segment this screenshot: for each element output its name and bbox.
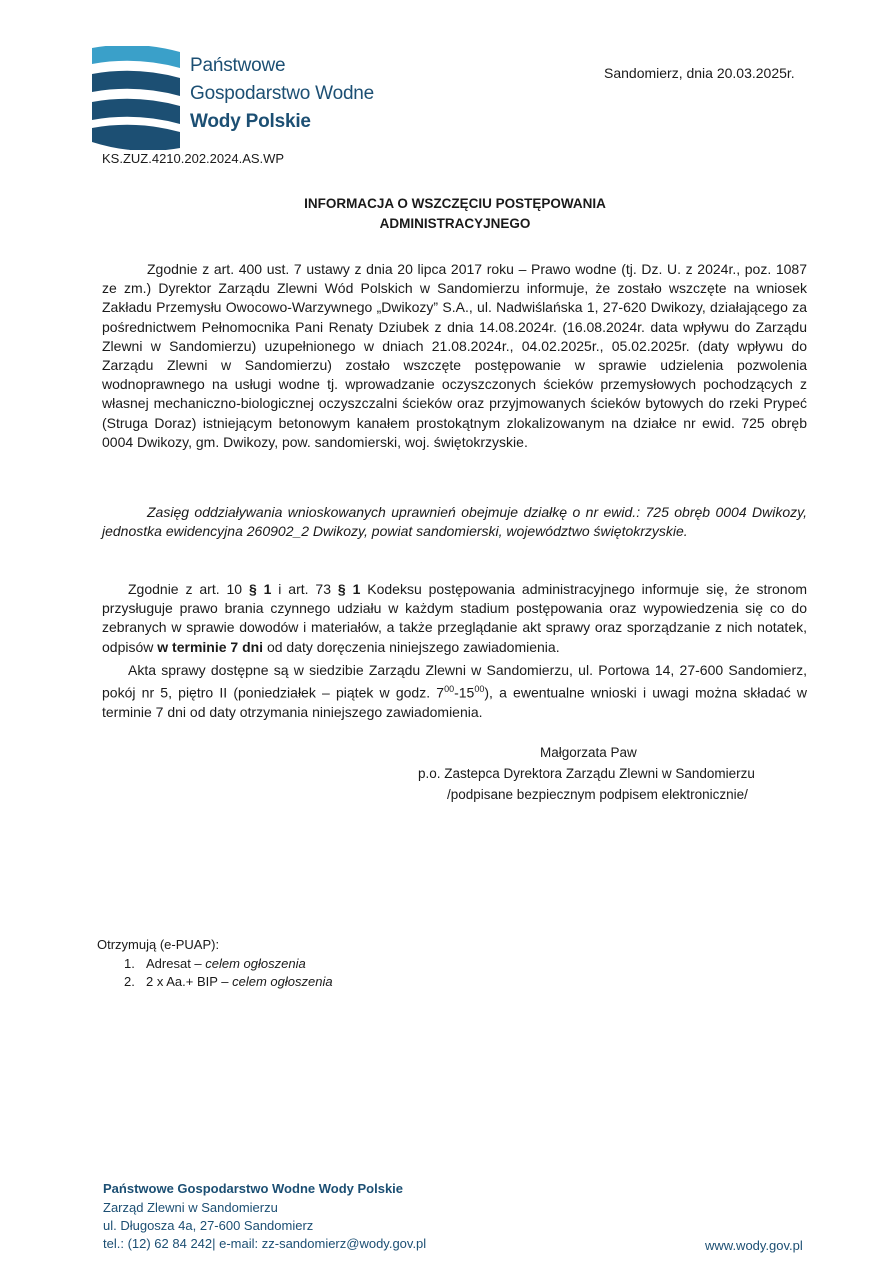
recipient-item bbox=[124, 974, 333, 989]
paragraph-section-mark: § 1 bbox=[337, 581, 361, 597]
paragraph-text: ), a ewentualne wnioski i uwagi można składać w terminie 7 dni od daty otrzymania niniejszego zawiadomienia. bbox=[102, 684, 808, 721]
logo-text-line2: Gospodarstwo Wodne bbox=[190, 83, 375, 104]
paragraph-legal-basis bbox=[102, 260, 807, 452]
footer-website-link[interactable]: www.wody.gov.pl bbox=[705, 1238, 803, 1253]
footer-organization: Państwowe Gospodarstwo Wodne Wody Polskie bbox=[103, 1181, 404, 1196]
paragraph-text: Zgodnie z art. 10 bbox=[128, 581, 249, 597]
paragraph-files-access bbox=[102, 661, 807, 722]
hour-superscript: 00 bbox=[444, 684, 455, 695]
waves-logo-icon bbox=[92, 46, 180, 150]
signature-note: /podpisane bezpiecznym podpisem elektronicznie/ bbox=[447, 787, 748, 802]
footer-contact: tel.: (12) 62 84 242| e-mail: zz-sandomierz@wody.gov.pl bbox=[103, 1236, 427, 1251]
paragraph-section-mark: § 1 bbox=[248, 581, 272, 597]
logo-text-line1: Państwowe bbox=[190, 55, 286, 76]
reference-number: KS.ZUZ.4210.202.2024.AS.WP bbox=[102, 151, 285, 166]
recipient-number: 1. bbox=[124, 956, 135, 971]
paragraph-scope: Zasięg oddziaływania wnioskowanych uprawnień obejmuje działkę o nr ewid.: 725 obręb 0004 Dwikozy, jednostka ewidencyjna 260902_2 Dwikozy, powiat sandomierski, województwo świętokrzyskie. bbox=[102, 504, 807, 540]
recipients-heading: Otrzymują (e-PUAP): bbox=[97, 937, 220, 952]
logo-text-line3: Wody Polskie bbox=[190, 111, 311, 132]
paragraph-text: Kodeksu postępowania administracyjnego informuje się, że stronom przysługuje prawo brania czynnego udziału w każdym stadium postępowania oraz wypowiedzenia się co do zebranych w sprawie dowodów i materiałów, a także przeglądanie akt sprawy oraz sporządzanie z nich notatek, odpisów bbox=[102, 581, 808, 655]
document-date: Sandomierz, dnia 20.03.2025r. bbox=[604, 65, 795, 81]
footer-unit: Zarząd Zlewni w Sandomierzu bbox=[103, 1200, 278, 1215]
paragraph-text: -15 bbox=[454, 684, 475, 701]
paragraph-text: Akta sprawy dostępne są w siedzibie Zarządu Zlewni w Sandomierzu, ul. Portowa 14, 27-600 Sandomierz, pokój nr 5, piętro II (poniedziałek – piątek w godz. 7 bbox=[102, 662, 807, 701]
document-title-line2: ADMINISTRACYJNEGO bbox=[379, 216, 531, 231]
recipient-purpose: celem ogłoszenia bbox=[205, 956, 306, 971]
signatory-name: Małgorzata Paw bbox=[540, 745, 637, 760]
footer-address: ul. Długosza 4a, 27-600 Sandomierz bbox=[103, 1218, 314, 1233]
recipient-number: 2. bbox=[124, 974, 135, 989]
paragraph-text: i art. 73 bbox=[271, 581, 338, 597]
paragraph-party-rights bbox=[102, 580, 807, 657]
paragraph-text: od daty doręczenia niniejszego zawiadomienia. bbox=[263, 638, 560, 655]
document-title-line1: INFORMACJA O WSZCZĘCIU POSTĘPOWANIA bbox=[304, 196, 606, 211]
recipient-item bbox=[124, 956, 306, 971]
recipient-purpose: celem ogłoszenia bbox=[232, 974, 333, 989]
hour-superscript: 00 bbox=[474, 684, 485, 695]
recipient-name: 2 x Aa.+ BIP – bbox=[146, 974, 233, 989]
recipient-name: Adresat – bbox=[146, 956, 206, 971]
signatory-position: p.o. Zastepca Dyrektora Zarządu Zlewni w Sandomierzu bbox=[418, 766, 755, 781]
deadline-emphasis: w terminie 7 dni bbox=[157, 638, 264, 655]
paragraph-text: Zgodnie z art. 400 ust. 7 ustawy z dnia 20 lipca 2017 roku – Prawo wodne (tj. Dz. U. z 2024r., poz. 1087 ze zm.) Dyrektor Zarządu Zlewni Wód Polskich w Sandomierzu informuje, że zostało wszczęte na wniosek Zakładu Przemysłu Owocowo-Warzywnego „Dwikozy” S.A., ul. Nadwiślańska 1, 27-620 Dwikozy, działającego za pośrednictwem Pełnomocnika Pani Renaty Dziubek z dnia 14.08.2024r. (16.08.2024r. data wpływu do Zarządu Zlewni w Sandomierzu) uzupełnionego w dniach 21.08.2024r., 04.02.2025r., 05.02.2025r. (daty wpływu do Zarządu Zlewni w Sandomierzu) zostało wszczęte postępowanie w sprawie udzielenia pozwolenia wodnoprawnego na usługi wodne tj. wprowadzanie oczyszczonych ścieków przemysłowych pochodzących z własnej mechaniczno-biologicznej oczyszczalni ścieków oraz przyjmowanych ścieków bytowych do rzeki Prypeć (Struga Doraz) istniejącym betonowym kanałem prostokątnym zlokalizowanym na działce nr ewid. 725 obręb 0004 Dwikozy, gm. Dwikozy, pow. sandomierski, woj. świętokrzyskie. bbox=[102, 261, 807, 450]
